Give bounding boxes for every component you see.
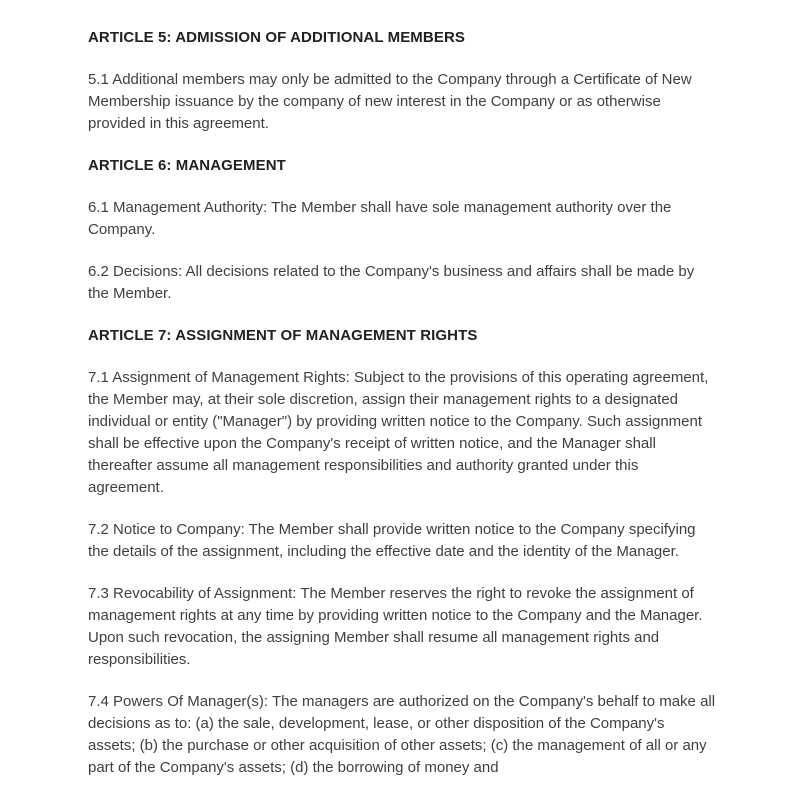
clause-6-2: 6.2 Decisions: All decisions related to the Company's business and affairs shall be made by the Member. <box>88 263 695 302</box>
clause-7-3: 7.3 Revocability of Assignment: The Member reserves the right to revoke the assignment of management rights at any time by providing written notice to the Company and the Manager. Upon such revocation, the assigning Member shall resume all management rights and responsibilities. <box>88 585 703 668</box>
clause-6-1: 6.1 Management Authority: The Member shall have sole management authority over the Company. <box>88 199 672 238</box>
article-7-heading: ARTICLE 7: ASSIGNMENT OF MANAGEMENT RIGHTS <box>88 327 478 344</box>
clause-7-2: 7.2 Notice to Company: The Member shall provide written notice to the Company specifying the details of the assignment, including the effective date and the identity of the Manager. <box>88 521 696 560</box>
clause-7-4: 7.4 Powers Of Manager(s): The managers are authorized on the Company's behalf to make all decisions as to: (a) the sale, development, lease, or other disposition of the Company's assets; (b) the purchase or other acquisition of other assets; (c) the management of all or any part of the Company's assets; (d) the borrowing of money and <box>88 693 716 776</box>
article-5-heading: ARTICLE 5: ADMISSION OF ADDITIONAL MEMBERS <box>88 29 465 46</box>
clause-7-1: 7.1 Assignment of Management Rights: Subject to the provisions of this operating agreement, the Member may, at their sole discretion, assign their management rights to a designated individual or entity ("Manager") by providing written notice to the Company. Such assignment shall be effective upon the Company's receipt of written notice, and the Manager shall thereafter assume all management responsibilities and authority granted under this agreement. <box>88 369 709 496</box>
clause-5-1: 5.1 Additional members may only be admitted to the Company through a Certificate of New Membership issuance by the company of new interest in the Company or as otherwise provided in this agreement. <box>88 71 692 132</box>
article-6-heading: ARTICLE 6: MANAGEMENT <box>88 157 286 174</box>
